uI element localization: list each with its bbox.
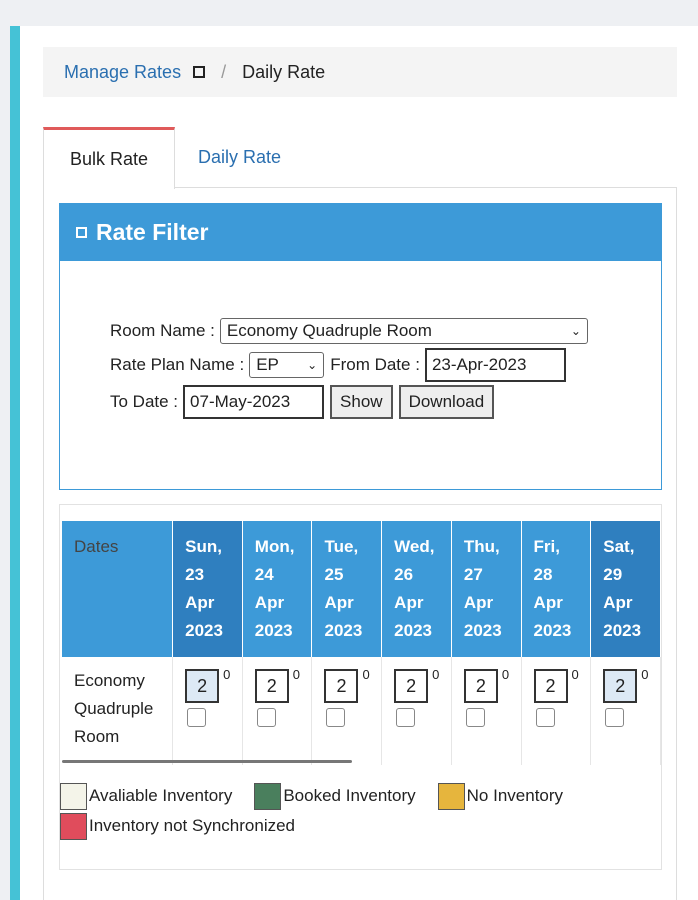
inventory-cell	[242, 657, 312, 765]
breadcrumb-manage-rates[interactable]: Manage Rates	[64, 61, 182, 82]
tab-bar	[43, 127, 677, 187]
top-bar	[0, 0, 698, 26]
download-button[interactable]: Download	[399, 385, 495, 419]
checkbox[interactable]	[605, 708, 624, 727]
day-header[interactable]: Sat, 29 Apr 2023	[591, 521, 661, 657]
legend-label: Avaliable Inventory	[89, 786, 233, 805]
tab-bulk-rate[interactable]: Bulk Rate	[43, 127, 175, 189]
inventory-input[interactable]: 2	[534, 669, 568, 703]
table-row	[62, 657, 661, 765]
to-date-input[interactable]: 07-May-2023	[183, 385, 324, 419]
checkbox[interactable]	[187, 708, 206, 727]
no-inventory-swatch	[438, 783, 465, 810]
day-header[interactable]: Wed, 26 Apr 2023	[382, 521, 452, 657]
checkbox[interactable]	[466, 708, 485, 727]
rate-plan-value: EP	[256, 355, 279, 374]
booked-count: 0	[432, 667, 440, 682]
show-button[interactable]: Show	[330, 385, 393, 419]
from-date-input[interactable]: 23-Apr-2023	[425, 348, 566, 382]
chevron-down-icon: ⌄	[307, 358, 318, 372]
booked-count: 0	[571, 667, 579, 682]
page	[20, 26, 698, 900]
day-header[interactable]: Mon, 24 Apr 2023	[242, 521, 312, 657]
horizontal-scrollbar[interactable]	[62, 760, 352, 763]
legend-item	[254, 783, 415, 810]
day-header[interactable]: Tue, 25 Apr 2023	[312, 521, 382, 657]
checkbox[interactable]	[257, 708, 276, 727]
booked-count: 0	[641, 667, 649, 682]
checkbox[interactable]	[396, 708, 415, 727]
breadcrumb-current: Daily Rate	[242, 61, 326, 82]
legend-item	[60, 783, 232, 810]
legend-item	[60, 813, 295, 840]
rate-grid-container[interactable]	[59, 504, 662, 870]
not-synchronized-swatch	[60, 813, 87, 840]
day-header[interactable]: Fri, 28 Apr 2023	[521, 521, 591, 657]
inventory-cell	[451, 657, 521, 765]
booked-count: 0	[362, 667, 370, 682]
rate-filter-title: Rate Filter	[96, 219, 209, 245]
legend-label: Inventory not Synchronized	[89, 816, 296, 835]
inventory-input[interactable]: 2	[394, 669, 428, 703]
tab-content	[43, 187, 677, 900]
checkbox[interactable]	[326, 708, 345, 727]
day-header[interactable]: Thu, 27 Apr 2023	[451, 521, 521, 657]
booked-count: 0	[223, 667, 231, 682]
from-date-label: From Date :	[330, 355, 420, 374]
available-swatch	[60, 783, 87, 810]
filter-form	[110, 314, 588, 419]
inventory-input[interactable]: 2	[603, 669, 637, 703]
sidebar-accent	[10, 26, 20, 900]
breadcrumb-separator: /	[221, 61, 227, 82]
inventory-cell	[591, 657, 661, 765]
rate-plan-label: Rate Plan Name :	[110, 355, 245, 374]
legend-item	[438, 783, 563, 810]
rate-filter-panel	[59, 203, 662, 490]
booked-swatch	[254, 783, 281, 810]
inventory-cell	[382, 657, 452, 765]
square-icon	[193, 66, 205, 78]
inventory-input[interactable]: 2	[324, 669, 358, 703]
inventory-cell	[312, 657, 382, 765]
room-name-value: Economy Quadruple Room	[226, 321, 432, 340]
square-icon	[76, 227, 87, 238]
legend-label: Booked Inventory	[283, 786, 416, 805]
to-date-label: To Date :	[110, 392, 179, 411]
checkbox[interactable]	[536, 708, 555, 727]
tab-daily-rate[interactable]: Daily Rate	[198, 146, 282, 167]
booked-count: 0	[292, 667, 301, 682]
inventory-input[interactable]: 2	[255, 669, 289, 703]
legend-label: No Inventory	[466, 786, 564, 805]
room-name-select[interactable]	[220, 318, 588, 344]
legend	[60, 781, 585, 841]
rate-plan-select[interactable]	[249, 352, 324, 378]
booked-count: 0	[501, 667, 510, 682]
chevron-down-icon: ⌄	[570, 324, 581, 338]
inventory-cell	[521, 657, 591, 765]
rate-grid	[62, 521, 661, 765]
inventory-input[interactable]: 2	[185, 669, 219, 703]
day-header[interactable]: Sun, 23 Apr 2023	[173, 521, 243, 657]
room-name-cell: Economy Quadruple Room	[62, 657, 173, 765]
dates-header: Dates	[62, 521, 173, 657]
rate-filter-header	[60, 204, 661, 261]
inventory-cell	[173, 657, 243, 765]
inventory-input[interactable]: 2	[464, 669, 498, 703]
breadcrumb	[43, 47, 677, 97]
room-name-label: Room Name :	[110, 321, 215, 340]
